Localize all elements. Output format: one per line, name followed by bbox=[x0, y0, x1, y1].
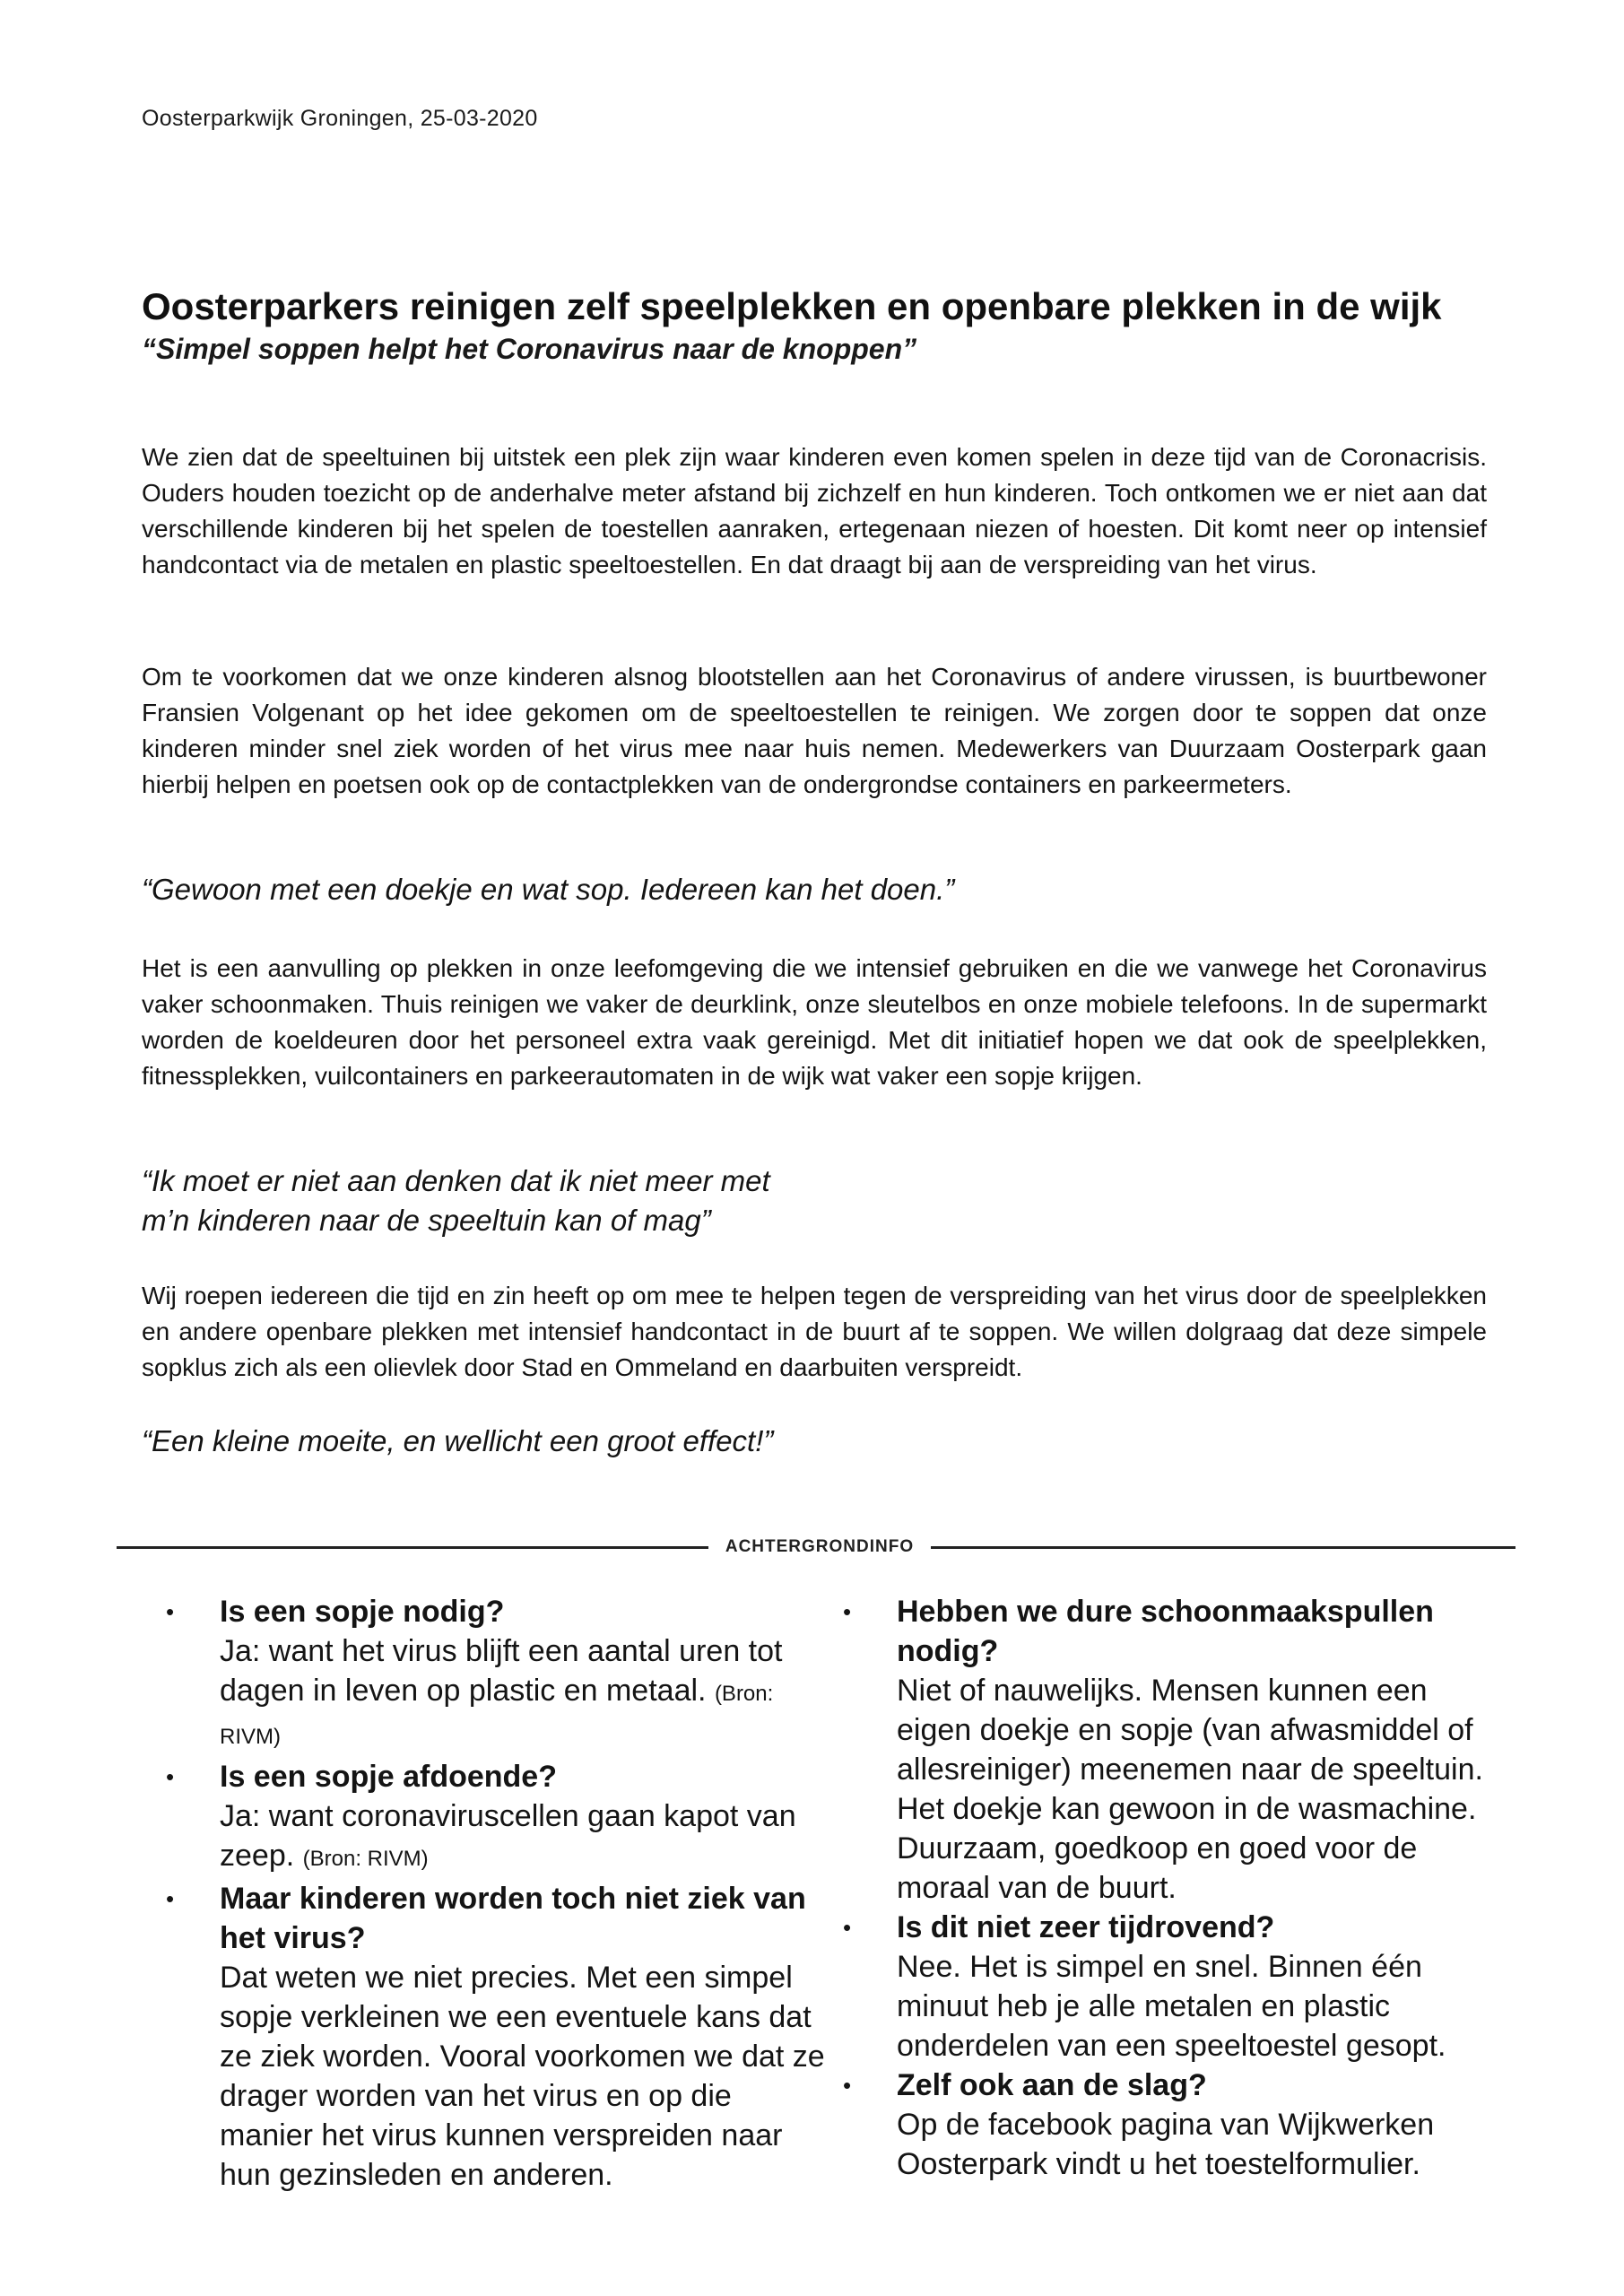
faq-answer: Nee. Het is simpel en snel. Binnen één minuut heb je alle metalen en plastic onderdelen van een speeltoestel gesopt. bbox=[897, 1950, 1446, 2063]
paragraph-3: Het is een aanvulling op plekken in onze leefomgeving die we intensief gebruiken en die we vanwege het Coronavirus vaker schoonmaken. Thuis reinigen we vaker de deurklink, onze sleutelbos en onze mobiele telefoons. In de supermarkt worden de koeldeuren door het personeel extra vaak gereinigd. Met dit initiatief hopen we dat ook de speelplekken, fitnessplekken, vuilcontainers en parkeerautomaten in de wijk wat vaker een sopje krijgen. bbox=[142, 954, 1487, 1090]
faq-list-right bbox=[843, 1592, 1507, 2184]
faq-question: Maar kinderen worden toch niet ziek van het virus? bbox=[220, 1882, 806, 1955]
bullet-icon: • bbox=[843, 2072, 852, 2099]
pull-quote-2-line-2: m’n kinderen naar de speeltuin kan of mag” bbox=[142, 1204, 711, 1237]
faq-question: Hebben we dure schoonmaakspullen nodig? bbox=[897, 1595, 1434, 1668]
faq-source: (Bron: RIVM) bbox=[220, 1682, 774, 1749]
faq-answer: Op de facebook pagina van Wijkwerken Oosterpark vindt u het toestelformulier. bbox=[897, 2108, 1435, 2181]
bullet-icon: • bbox=[166, 1885, 175, 1912]
article-subtitle: “Simpel soppen helpt het Coronavirus naar de knoppen” bbox=[142, 333, 917, 365]
faq-question: Zelf ook aan de slag? bbox=[897, 2068, 1207, 2102]
faq-list-left bbox=[166, 1592, 829, 2195]
paragraph-4: Wij roepen iedereen die tijd en zin heeft op om mee te helpen tegen de verspreiding van het virus door de speelplekken en andere openbare plekken met intensief handcontact in de buurt af te soppen. We willen dolgraag dat deze simpele sopklus zich als een olievlek door Stad en Ommeland en daarbuiten verspreidt. bbox=[142, 1282, 1487, 1381]
divider-line-left bbox=[117, 1546, 708, 1549]
bullet-icon: • bbox=[166, 1598, 175, 1625]
pull-quote-1: “Gewoon met een doekje en wat sop. Iedereen kan het doen.” bbox=[142, 873, 955, 906]
faq-item bbox=[166, 1757, 829, 1879]
bullet-icon: • bbox=[843, 1598, 852, 1625]
paragraph-2: Om te voorkomen dat we onze kinderen alsnog blootstellen aan het Coronavirus of andere virussen, is buurtbewoner Fransien Volgenant op het idee gekomen om de speeltoestellen te reinigen. We zorgen door te soppen dat onze kinderen minder snel ziek worden of het virus mee naar huis nemen. Medewerkers van Duurzaam Oosterpark gaan hierbij helpen en poetsen ook op de contactplekken van de ondergrondse containers en parkeermeters. bbox=[142, 663, 1487, 798]
faq-item bbox=[843, 1908, 1507, 2066]
faq-answer: Niet of nauwelijks. Mensen kunnen een eigen doekje en sopje (van afwasmiddel of allesreiniger) meenemen naar de speeltuin. Het doekje kan gewoon in de wasmachine. Duurzaam, goedkoop en goed voor de moraal van de buurt. bbox=[897, 1674, 1483, 1905]
faq-question: Is dit niet zeer tijdrovend? bbox=[897, 1910, 1275, 1944]
section-divider bbox=[117, 1534, 1515, 1561]
pull-quote-2 bbox=[142, 1161, 949, 1240]
faq-answer-text: Ja: want coronaviruscellen gaan kapot van zeep. bbox=[220, 1799, 796, 1873]
faq-answer bbox=[220, 1796, 829, 1879]
divider-line-right bbox=[931, 1546, 1515, 1549]
pull-quote-2-line-1: “Ik moet er niet aan denken dat ik niet meer met bbox=[142, 1164, 770, 1197]
paragraph-1: We zien dat de speeltuinen bij uitstek een plek zijn waar kinderen even komen spelen in deze tijd van de Coronacrisis. Ouders houden toezicht op de anderhalve meter afstand bij zichzelf en hun kinderen. Toch ontkomen we er niet aan dat verschillende kinderen bij het spelen de toestellen aanraken, ertegenaan niezen of hoesten. Dit komt neer op intensief handcontact via de metalen en plastic speeltoestellen. En dat draagt bij aan de verspreiding van het virus. bbox=[142, 443, 1487, 578]
faq-question: Is een sopje afdoende? bbox=[220, 1760, 557, 1794]
faq-item bbox=[843, 2066, 1507, 2184]
faq-question: Is een sopje nodig? bbox=[220, 1595, 505, 1629]
faq-source: (Bron: RIVM) bbox=[302, 1847, 429, 1871]
faq-answer-text: Ja: want het virus blijft een aantal uren tot dagen in leven op plastic en metaal. bbox=[220, 1634, 783, 1708]
faq-item bbox=[166, 1592, 829, 1757]
article-title: Oosterparkers reinigen zelf speelplekken en openbare plekken in de wijk bbox=[142, 285, 1442, 327]
pull-quote-3: “Een kleine moeite, en wellicht een groot effect!” bbox=[142, 1424, 774, 1457]
faq-item bbox=[843, 1592, 1507, 1908]
faq-answer: Dat weten we niet precies. Met een simpel sopje verkleinen we een eventuele kans dat ze ziek worden. Vooral voorkomen we dat ze drager worden van het virus en op die manier het virus kunnen verspreiden naar hun gezinsleden en anderen. bbox=[220, 1961, 825, 2192]
section-label: ACHTERGRONDINFO bbox=[725, 1537, 915, 1556]
faq-answer bbox=[220, 1631, 829, 1757]
bullet-icon: • bbox=[843, 1914, 852, 1941]
faq-item bbox=[166, 1879, 829, 2195]
bullet-icon: • bbox=[166, 1763, 175, 1790]
dateline: Oosterparkwijk Groningen, 25-03-2020 bbox=[142, 106, 538, 131]
